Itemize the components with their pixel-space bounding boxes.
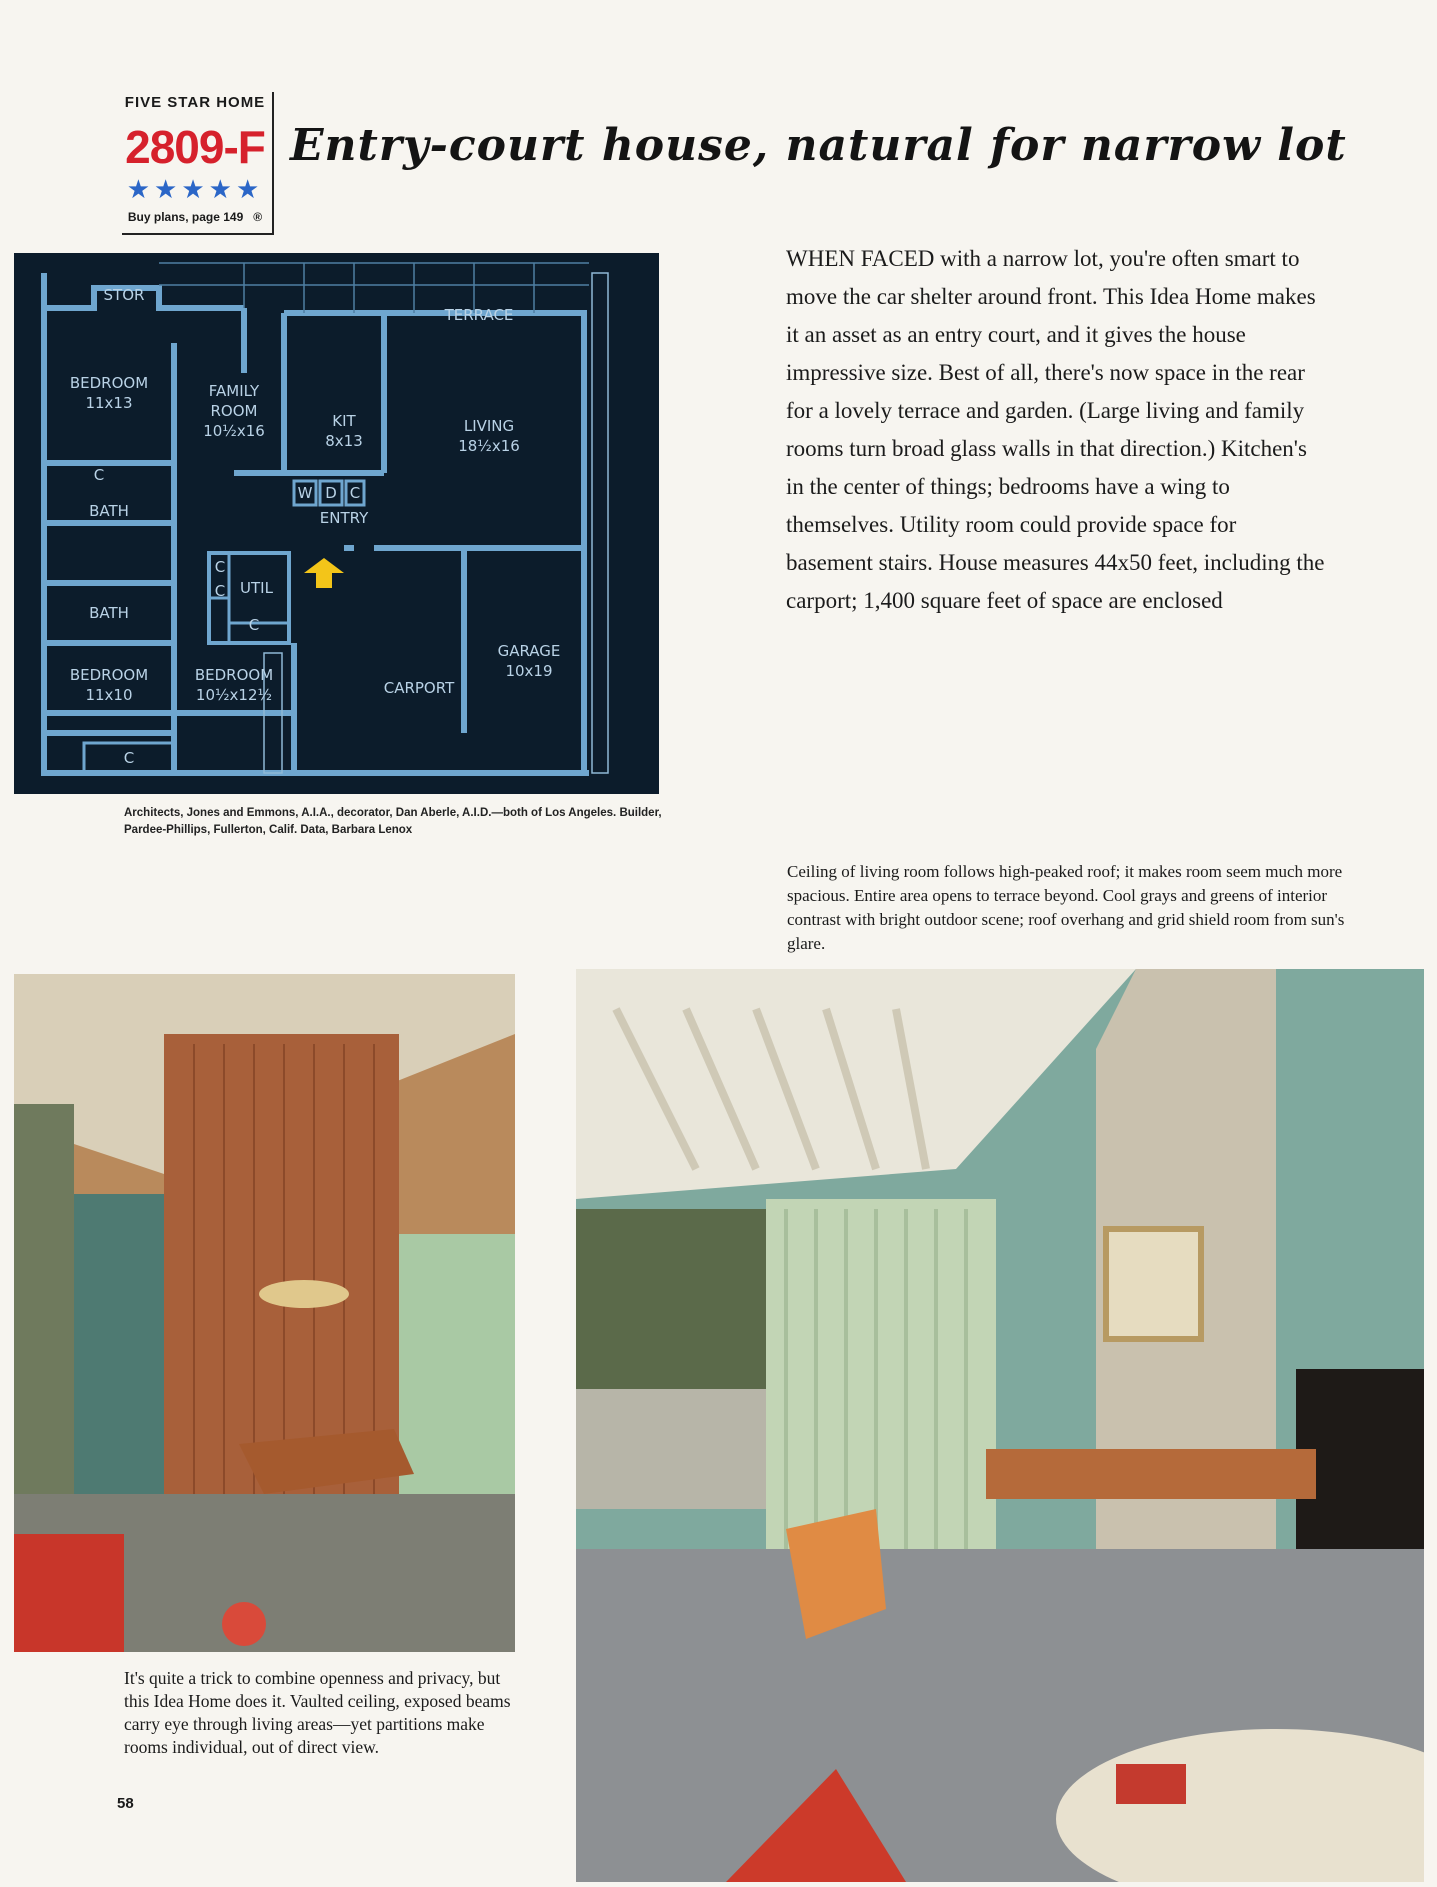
room-label-living: LIVING <box>463 417 515 435</box>
entry-arrow-icon <box>304 558 344 588</box>
credits: Architects, Jones and Emmons, A.I.A., decorator, Dan Aberle, A.I.D.—both of Los Angeles. Builder, Pardee-Phillips, Fullerton, Calif. Data, Barbara Lenox <box>124 807 662 836</box>
room-label-bedroom: BEDROOM <box>69 374 149 392</box>
room-label-bedroom: BEDROOM <box>194 666 274 684</box>
buy-plans-text: Buy plans, page 149 <box>127 210 244 224</box>
registered-mark: ® <box>253 210 263 224</box>
room-label-dryer: D <box>325 484 337 502</box>
room-size: 10x19 <box>505 662 553 680</box>
room-label-bedroom: BEDROOM <box>69 666 149 684</box>
buy-plans-note <box>122 210 268 224</box>
page-number: 58 <box>117 1795 134 1812</box>
room-label-washer: W <box>297 484 313 502</box>
intro-text: WHEN FACED with a narrow lot, you're often smart to move the car shelter around front. This Idea Home makes it an asset as an entry court, and it gives the house impressive size. Best of all, there's now space in the rear for a lovely terrace and garden. (Large living and family rooms turn broad glass walls in that direction.) Kitchen's in the center of things; bedrooms have a wing to themselves. Utility room could provide space for basement stairs. House measures 44x50 feet, including the carport; 1,400 square feet of space are enclosed <box>786 246 1325 613</box>
caption-right: Ceiling of living room follows high-peaked roof; it makes room seem much more spacious. Entire area opens to terrace beyond. Cool grays and greens of interior contrast with bright outdoor scene; roof overhang and grid shield room from sun's glare. <box>787 862 1345 953</box>
room-label-util: UTIL <box>240 579 273 597</box>
room-label-kitchen: KIT <box>332 412 356 430</box>
room-label-closet: C <box>214 582 226 600</box>
photo-dining-room <box>14 974 515 1652</box>
room-label-carport: CARPORT <box>383 679 455 697</box>
room-label-stor: STOR <box>103 286 145 304</box>
room-label-bath: BATH <box>89 502 129 520</box>
room-size: 18½x16 <box>458 437 520 455</box>
plan-number: 2809-F <box>125 121 265 173</box>
room-label-entry: ENTRY <box>319 509 369 527</box>
badge-kicker: FIVE STAR HOME <box>124 94 266 111</box>
room-size: 10½x16 <box>203 422 265 440</box>
plan-badge <box>122 92 274 235</box>
room-size: 11x13 <box>85 394 133 412</box>
room-label-family-room: ROOM <box>210 402 258 420</box>
photo-living-room <box>576 969 1424 1882</box>
caption-left: It's quite a trick to combine openness and privacy, but this Idea Home does it. Vaulted ceiling, exposed beams carry eye through living areas—yet partitions make rooms individual, out of direct view. <box>124 1668 511 1757</box>
room-label-terrace: TERRACE <box>444 306 514 324</box>
room-label-family: FAMILY <box>208 382 260 400</box>
room-label-bath: BATH <box>89 604 129 622</box>
room-label-garage: GARAGE <box>497 642 561 660</box>
room-label-closet: C <box>248 616 260 634</box>
room-label-closet: C <box>123 749 135 767</box>
page-title: Entry-court house, natural for narrow lot <box>290 120 1347 171</box>
room-label-closet: C <box>93 466 105 484</box>
star-rating-icon: ★★★★★ <box>126 174 264 204</box>
floor-plan <box>14 253 659 794</box>
room-label-closet: C <box>214 558 226 576</box>
room-size: 8x13 <box>325 432 363 450</box>
room-label-closet: C <box>349 484 361 502</box>
room-size: 11x10 <box>85 686 133 704</box>
room-size: 10½x12½ <box>195 686 273 704</box>
